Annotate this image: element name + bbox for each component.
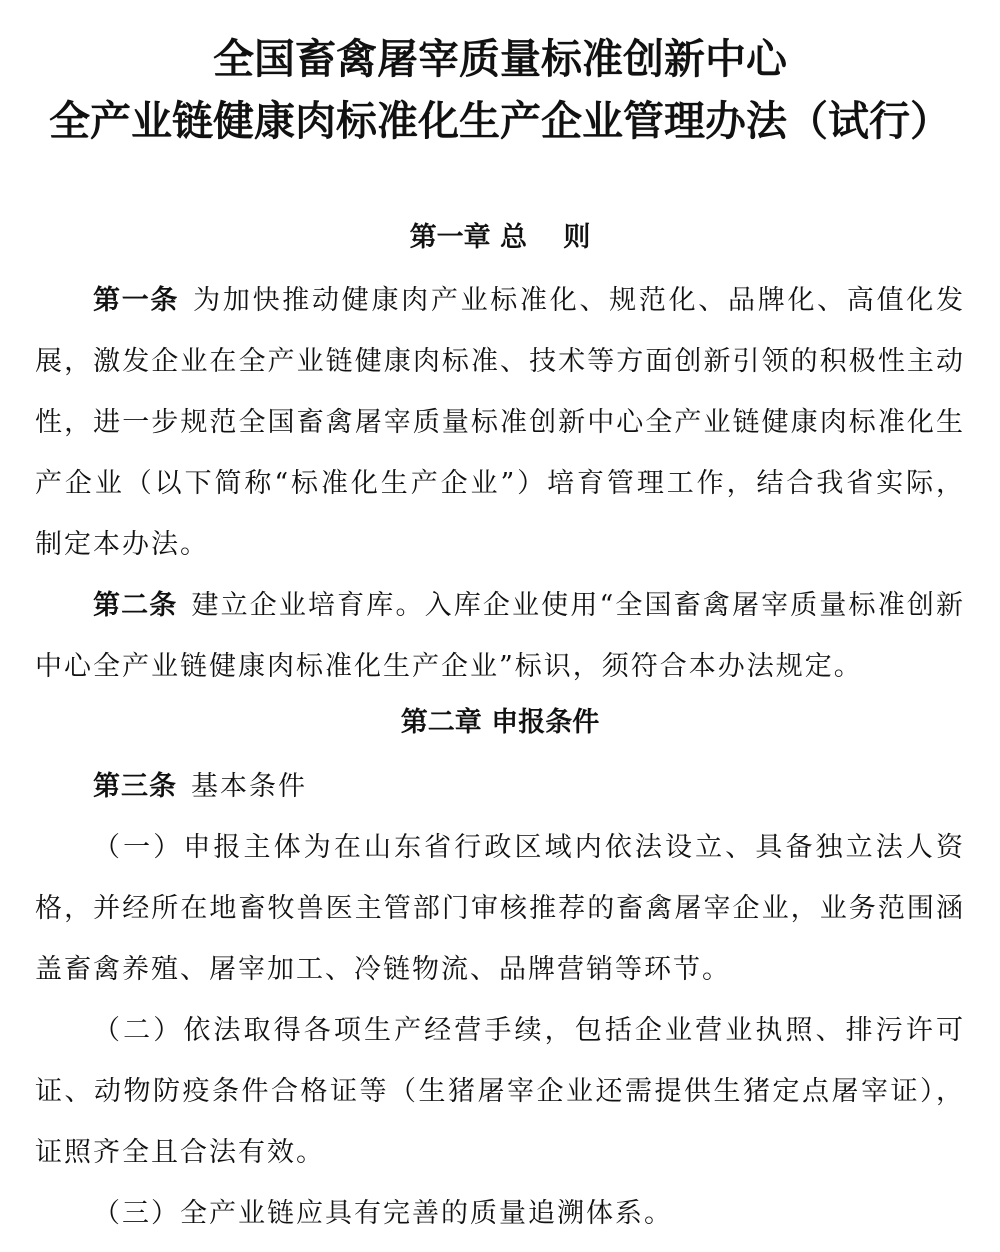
article-1-label: 第一条 [93,285,180,316]
item-2: （二）依法取得各项生产经营手续，包括企业营业执照、排污许可证、动物防疫条件合格证等（生猪屠宰企业还需提供生猪定点屠宰证），证照齐全且合法有效。 [35,1015,965,1168]
chapter-heading-2: 第二章 申报条件 [400,707,600,738]
article-2-label: 第二条 [93,590,178,621]
article-1-text: 为加快推动健康肉产业标准化、规范化、品牌化、高值化发展，激发企业在全产业链健康肉标准、技术等方面创新引领的积极性主动性，进一步规范全国畜禽屠宰质量标准创新中心全产业链健康肉标准化生产企业（以下简称“标准化生产企业”）培育管理工作，结合我省实际，制定本办法。 [35,285,966,560]
document-title-line1: 全国畜禽屠宰质量标准创新中心 [213,35,787,83]
item-1: （一）申报主体为在山东省行政区域内依法设立、具备独立法人资格，并经所在地畜牧兽医主管部门审核推荐的畜禽屠宰企业，业务范围涵盖畜禽养殖、屠宰加工、冷链物流、品牌营销等环节。 [35,832,965,985]
chapter-heading-1: 第一章 总 则 [409,222,591,253]
document-title-line2: 全产业链健康肉标准化生产企业管理办法（试行） [49,97,951,145]
article-3-label: 第三条 [93,771,177,802]
item-3: （三）全产业链应具有完善的质量追溯体系。 [93,1198,673,1229]
article-2 [35,575,965,697]
article-2-text: 建立企业培育库。入库企业使用“全国畜禽屠宰质量标准创新中心全产业链健康肉标准化生产企业”标识，须符合本办法规定。 [35,590,965,682]
article-1 [35,270,965,575]
article-3-text: 基本条件 [191,771,307,802]
article-3 [35,756,965,817]
